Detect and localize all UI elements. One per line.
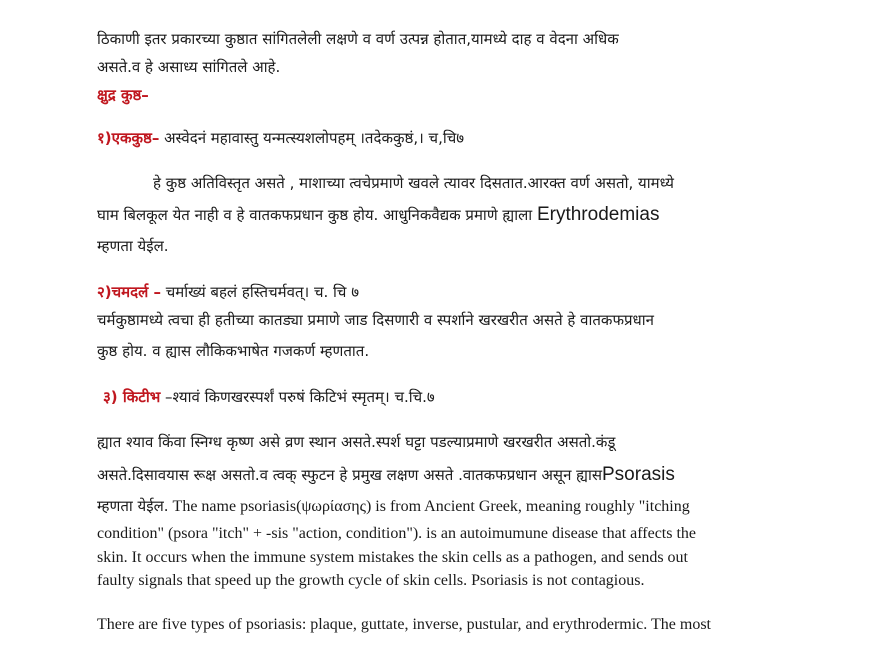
text-line: हे कुष्ठ अतिविस्तृत असते , माशाच्या त्वचेप्रमाणे खवले त्यावर दिसतात.आरक्त वर्ण असतो, यामध्ये bbox=[153, 174, 674, 192]
text-line: ह्यात श्याव किंवा स्निग्ध कृष्ण असे व्रण स्थान असते.स्पर्श घट्टा पडल्याप्रमाणे खरखरीत असतो.कंडू bbox=[97, 433, 616, 451]
section1-heading-line bbox=[97, 127, 464, 149]
section2-heading-line bbox=[97, 281, 359, 303]
section3-heading-line bbox=[103, 386, 435, 408]
text-line: चर्मकुष्ठामध्ये त्वचा ही हतीच्या कातड्या प्रमाणे जाड दिसणारी व स्पर्शाने खरखरीत असते हे वातकफप्रधान bbox=[97, 311, 654, 329]
text-line: म्हणता येईल. bbox=[97, 237, 169, 255]
text-line: faulty signals that speed up the growth cycle of skin cells. Psoriasis is not contagious. bbox=[97, 572, 645, 589]
heading-kshudra-kushtha: क्षुद्र कुष्ठ– bbox=[97, 86, 149, 104]
text-line: condition" (psora "itch" + -sis "action, condition"). is an autoimumune disease that affects the bbox=[97, 525, 697, 542]
section1-verse: अस्वेदनं महावास्तु यन्मत्स्यशलोपहम् ।तदेककुष्ठं,। च,चि७ bbox=[159, 129, 465, 147]
text-span: म्हणता येईल. bbox=[97, 497, 169, 515]
term-psorasis: Psorasis bbox=[602, 464, 675, 485]
section3-verse: –श्यावं किणखरस्पर्शं परुषं किटिभं स्मृतम्। च.चि.७ bbox=[160, 388, 435, 406]
text-line: कुष्ठ होय. व ह्यास लौकिकभाषेत गजकर्ण म्हणतात. bbox=[97, 342, 370, 360]
section2-title: २)चमदर्ल – bbox=[97, 283, 162, 301]
text-line: ठिकाणी इतर प्रकारच्या कुष्ठात सांगितलेली लक्षणे व वर्ण उत्पन्न होतात,यामध्ये दाह व वेदना अधिक bbox=[97, 30, 619, 48]
section3-title: ३) किटीभ bbox=[103, 388, 161, 406]
text-span: The name psoriasis(ψωρίασης) is from Ancient Greek, meaning roughly "itching bbox=[168, 498, 690, 515]
text-line bbox=[97, 204, 659, 226]
term-erythrodemias: Erythrodemias bbox=[536, 204, 660, 225]
text-span: घाम बिलकूल येत नाही व हे वातकफप्रधान कुष्ठ होय. आधुनिकवैद्यक प्रमाणे ह्याला bbox=[97, 206, 537, 224]
text-line bbox=[97, 495, 690, 518]
text-span: असते.दिसावयास रूक्ष असतो.व त्वक् स्फुटन हे प्रमुख लक्षण असते .वातकफप्रधान असून ह्यास bbox=[97, 466, 602, 484]
text-line: There are five types of psoriasis: plaque, guttate, inverse, pustular, and erythrodermic. The most bbox=[97, 616, 711, 633]
text-line bbox=[97, 464, 675, 486]
text-line: असते.व हे असाध्य सांगितले आहे. bbox=[97, 58, 281, 76]
section1-title: १)एककुष्ठ– bbox=[97, 129, 160, 147]
section2-verse: चर्माख्यं बहलं हस्तिचर्मवत्। च. चि ७ bbox=[161, 283, 359, 301]
text-line: skin. It occurs when the immune system mistakes the skin cells as a pathogen, and sends out bbox=[97, 549, 688, 566]
